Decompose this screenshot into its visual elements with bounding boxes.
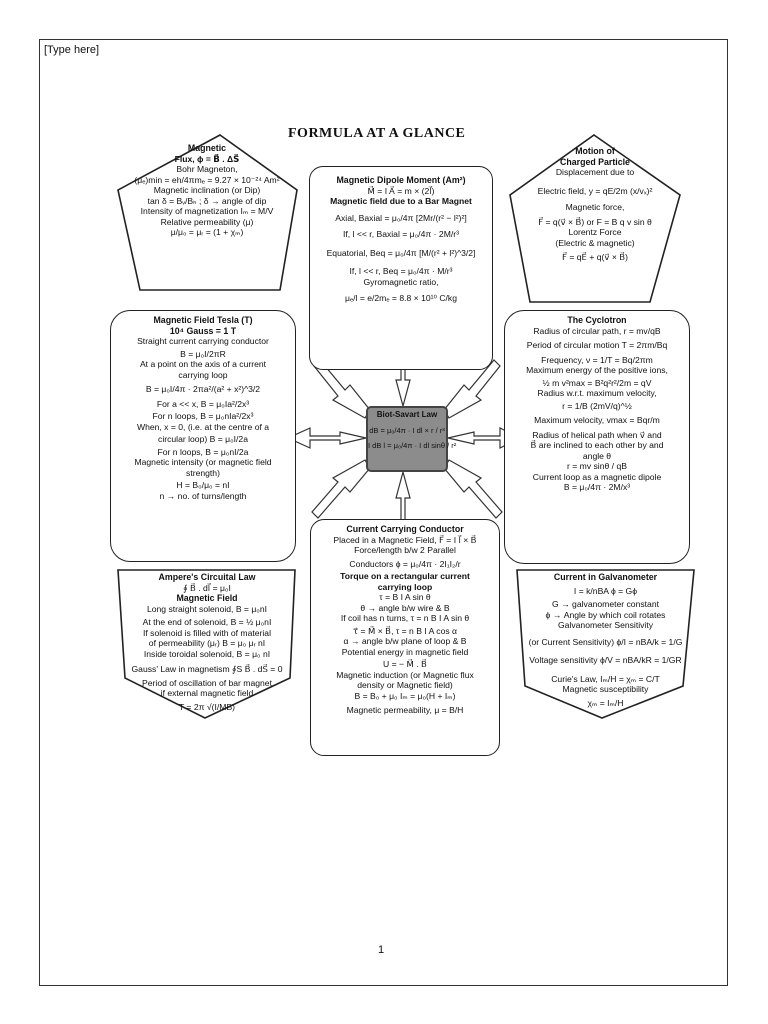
cyclotron-line: Radius w.r.t. maximum velocity, xyxy=(537,388,657,399)
header-placeholder[interactable]: [Type here] xyxy=(44,44,100,56)
tesla-line: B = μ₀I/4π · 2πa²/(a² + x²)^3/2 xyxy=(145,384,261,395)
tesla-line: When, x = 0, (i.e. at the centre of a xyxy=(136,421,270,432)
motion-heading-2: Charged Particle xyxy=(560,156,630,167)
flux-line: μ/μ₀ = μᵣ = (1 + χₘ) xyxy=(170,227,244,238)
magnetic-field-tesla-section xyxy=(110,310,296,562)
dipole-line: M⃗ = I A⃗ = m × (2l⃗) xyxy=(367,185,435,196)
dipole-line: If, l << r, Baxial = μ₀/4π · 2M/r³ xyxy=(343,229,459,240)
galvanometer-section xyxy=(517,572,694,708)
dipole-moment-section xyxy=(309,166,493,370)
conductor-line: B = B₀ + μ₀ Iₘ = μ₀(H + Iₘ) xyxy=(354,690,456,701)
galvanometer-line: Galvanometer Sensitivity xyxy=(557,620,654,631)
flux-line: Bohr Magneton, xyxy=(176,164,238,175)
cyclotron-line: Radius of helical path when v⃗ and xyxy=(532,429,662,440)
ampere-line: Gauss' Law in magnetism ∮S B⃗ . dS⃗ = 0 xyxy=(131,664,283,675)
motion-line: Electric field, y = qE/2m (x/vₓ)² xyxy=(537,185,653,196)
galvanometer-line: ϕ → Angle by which coil rotates xyxy=(545,609,666,620)
ampere-line: T = 2π √(I/MB) xyxy=(178,701,236,712)
tesla-line: For n loops, B = μ₀nIa²/2x³ xyxy=(152,411,254,422)
current-conductor-section xyxy=(310,519,500,756)
motion-line: F⃗ = qE⃗ + q(v⃗ × B⃗) xyxy=(561,252,629,263)
conductor-line: Conductors ϕ = μ₀/4π · 2I₁I₂/r xyxy=(349,558,461,569)
motion-line: Lorentz Force xyxy=(568,227,622,238)
conductor-subheading-2: carrying loop xyxy=(377,581,433,592)
cyclotron-line: r = mv sinθ / qB xyxy=(567,461,627,472)
cyclotron-line: Radius of circular path, r = mv/qB xyxy=(533,325,661,336)
galvanometer-line: G → galvanometer constant xyxy=(552,599,659,610)
dipole-heading: Magnetic Dipole Moment (Am²) xyxy=(336,175,466,185)
motion-section xyxy=(502,146,688,263)
page-title: FORMULA AT A GLANCE xyxy=(288,126,466,141)
ampere-section xyxy=(118,572,296,712)
ampere-line: ∮ B⃗ . dl⃗ = μ₀I xyxy=(183,582,231,593)
cyclotron-line: Frequency, ν = 1/T = Bq/2πm xyxy=(541,354,653,365)
flux-line: tan δ = Bᵥ/Bₕ ; δ → angle of dip xyxy=(147,195,267,206)
conductor-line: θ → angle b/w wire & B xyxy=(360,602,450,613)
conductor-line: If coil has n turns, τ = n B I A sin θ xyxy=(340,613,470,624)
tesla-line: Magnetic intensity (or magnetic field xyxy=(134,457,272,468)
galvanometer-line: Magnetic susceptibility xyxy=(562,684,649,695)
conductor-line: Magnetic induction (or Magnetic flux xyxy=(336,669,474,680)
motion-line: F⃗ = q(v⃗ × B⃗) or F = B q v sin θ xyxy=(538,216,652,227)
cyclotron-heading: The Cyclotron xyxy=(567,315,627,325)
dipole-line: Magnetic field due to a Bar Magnet xyxy=(330,196,472,207)
conductor-line: Force/length b/w 2 Parallel xyxy=(354,545,456,556)
motion-line: Displacement due to xyxy=(555,167,635,178)
biot-savart-center xyxy=(366,406,457,472)
magnetic-flux-section xyxy=(112,143,302,238)
ampere-subheading: Magnetic Field xyxy=(176,593,238,604)
ampere-heading: Ampere's Circuital Law xyxy=(158,572,256,582)
tesla-line: carrying loop xyxy=(178,369,228,380)
tesla-line: circular loop) B = μ₀I/2a xyxy=(158,434,248,445)
cyclotron-line: ½ m v²max = B²q²r²/2m = qV xyxy=(542,377,652,388)
conductor-line: density or Magnetic field) xyxy=(357,680,453,691)
cyclotron-section xyxy=(504,310,690,564)
biot-savart-title: Biot-Savart Law xyxy=(376,410,438,419)
conductor-line: τ⃗ = M⃗ × B⃗, τ = n B I A cos α xyxy=(353,625,457,636)
flux-line: Intensity of magnetization Iₘ = M/V xyxy=(140,206,274,217)
conductor-line: Placed in a Magnetic Field, F⃗ = I l⃗ × B⃗ xyxy=(333,534,477,545)
flux-heading: Magnetic xyxy=(187,143,227,153)
galvanometer-line: (or Current Sensitivity) ϕ/I = nBA/k = 1/G xyxy=(528,636,683,647)
conductor-line: α → angle b/w plane of loop & B xyxy=(343,636,467,647)
conductor-heading: Current Carrying Conductor xyxy=(346,524,464,534)
conductor-subheading: Torque on a rectangular current xyxy=(340,571,470,582)
galvanometer-line: Curie's Law, Iₘ/H = χₘ = C/T xyxy=(551,673,660,684)
tesla-line: H = B₀/μ₀ = nI xyxy=(176,480,230,491)
ampere-line: Inside toroidal solenoid, B = μ₀ nI xyxy=(143,648,271,659)
conductor-line: U = − M⃗ . B⃗ xyxy=(383,659,427,670)
motion-heading: Motion of xyxy=(575,146,615,156)
page-number: 1 xyxy=(378,944,385,956)
tesla-heading: Magnetic Field Tesla (T) xyxy=(153,315,253,325)
ampere-line: of permeability (μᵣ) B = μ₀ μᵣ nI xyxy=(148,638,266,649)
dipole-line: Axial, Baxial = μ₀/4π [2Mr/(r² − l²)²] xyxy=(335,212,467,223)
cyclotron-line: Maximum energy of the positive ions, xyxy=(526,365,668,376)
tesla-line: B = μ₀I/2πR xyxy=(180,348,226,359)
ampere-line: Long straight solenoid, B = μ₀nI xyxy=(146,603,268,614)
galvanometer-line: Voltage sensitivity ϕ/V = nBA/kR = 1/GR xyxy=(529,655,682,666)
galvanometer-heading: Current in Galvanometer xyxy=(553,572,658,582)
biot-savart-line: dB = μ₀/4π · I dl × r / r³ xyxy=(369,426,445,435)
flux-formula: Flux, ϕ = B⃗ . ΔS⃗ xyxy=(174,153,240,164)
cyclotron-line: r = 1/B (2mV/q)^½ xyxy=(562,400,632,411)
galvanometer-line: χₘ = Iₘ/H xyxy=(587,697,624,708)
cyclotron-line: B = μ₀/4π · 2M/x³ xyxy=(563,482,631,493)
tesla-line: n → no. of turns/length xyxy=(159,490,247,501)
dipole-line: Gyromagnetic ratio, xyxy=(363,276,439,287)
cyclotron-line: angle θ xyxy=(582,450,612,461)
cyclotron-line: Period of circular motion T = 2πm/Bq xyxy=(526,340,668,351)
conductor-line: τ = B I A sin θ xyxy=(379,592,431,603)
cyclotron-line: Maximum velocity, vmax = Bqr/m xyxy=(534,415,660,426)
ampere-line: Period of oscillation of bar magnet xyxy=(142,677,272,688)
flux-line: Magnetic inclination (or Dip) xyxy=(153,185,261,196)
ampere-line: At the end of solenoid, B = ½ μ₀nI xyxy=(142,617,272,628)
galvanometer-line: I = k/nBA ϕ = Gϕ xyxy=(573,585,638,596)
dipole-line: μₑ/l = e/2mₑ = 8.8 × 10¹⁰ C/kg xyxy=(345,293,457,304)
motion-line: Magnetic force, xyxy=(565,202,625,213)
cyclotron-line: Current loop as a magnetic dipole xyxy=(532,471,662,482)
tesla-line: At a point on the axis of a current xyxy=(139,359,267,370)
flux-line: Relative permeability (μ) xyxy=(160,216,254,227)
flux-line: (μₑ)min = eh/4πmₑ = 9.27 × 10⁻²⁴ Am² xyxy=(134,174,280,185)
tesla-line: strength) xyxy=(186,467,220,478)
biot-savart-line: I dB l = μ₀/4π · I dl sinθ / r² xyxy=(368,441,457,451)
tesla-heading-2: 10⁴ Gauss = 1 T xyxy=(169,325,237,336)
conductor-line: Potential energy in magnetic field xyxy=(341,646,469,657)
ampere-line: If solenoid is filled with of material xyxy=(142,627,271,638)
conductor-line: Magnetic permeability, μ = B/H xyxy=(346,704,464,715)
cyclotron-line: B⃗ are inclined to each other by and xyxy=(530,440,664,451)
ampere-line: if external magnetic field xyxy=(160,688,254,699)
motion-line: (Electric & magnetic) xyxy=(555,237,635,248)
tesla-line: For n loops, B = μ₀nI/2a xyxy=(157,446,249,457)
dipole-line: Equatorial, Beq = μ₀/4π [M/(r² + l²)^3/2] xyxy=(326,247,476,258)
tesla-line: Straight current carrying conductor xyxy=(137,336,269,347)
tesla-line: For a << x, B = μ₀Ia²/2x³ xyxy=(156,398,250,409)
dipole-line: If, l << r, Beq = μ₀/4π · M/r³ xyxy=(349,266,453,277)
